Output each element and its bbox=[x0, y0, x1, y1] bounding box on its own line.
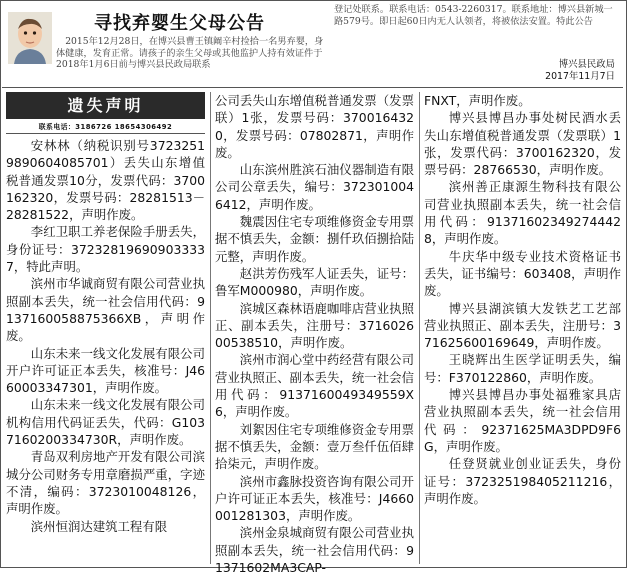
notice-item: 博兴县湖滨镇大发铁艺工艺部营业执照正、副本丢失，注册号：371625600169649，声明作废。 bbox=[424, 300, 621, 351]
notice-item: 牛庆华中级专业技术资格证书丢失，证书编号：603408，声明作废。 bbox=[424, 248, 621, 299]
notice-item: 滨州市润心堂中药经营有限公司营业执照正、副本丢失，统一社会信用代码：9137160049349559X6，声明作废。 bbox=[215, 352, 414, 420]
notice-item: 安林林（纳税识别号372325198906040857​01）丢失山东增值税普通发票10分，发票代码：3700162320，发票号码：28281513－28281522，声明作废。 bbox=[6, 138, 205, 223]
column-1 bbox=[6, 92, 205, 564]
notice-item: 滨州善正康源生物科技有限公司营业执照副本丢失，统一社会信用代码：913716023492744428，声明作废。 bbox=[424, 179, 621, 247]
notice-item: 滨州恒润达建筑工程有限 bbox=[30, 518, 168, 534]
notice-item: 公司丢失山东增值税普通发票（发票联）1张，发票号码：3700164320，发票号码：07802871，声明作废。 bbox=[215, 93, 414, 160]
notice-item: 青岛双利房地产开发有限公司滨城分公司财务专用章磨损严重，字迹不清，编码：3723010048126，声明作废。 bbox=[6, 449, 205, 517]
notice-date: 2017年11月7日 bbox=[545, 71, 615, 82]
notice-item: FNXT，声明作废。 bbox=[424, 93, 531, 108]
notice-item: 博兴县博昌办事处树民酒水丢失山东增值税普通发票（发票联）1张，发票代码：3700162320，发票号码：28766530，声明作废。 bbox=[424, 110, 621, 178]
notice-item: 山东未来一线文化发展有限公司机构信用代码证丢失，代码：G1037160200334730R，声明作废。 bbox=[6, 397, 205, 448]
notice-item: 王晓辉出生医学证明丢失，编号：F370122860，声明作废。 bbox=[424, 352, 621, 385]
baby-icon bbox=[8, 12, 52, 64]
notice-item: 赵洪芳伤残军人证丢失，证号：鲁军M000980，声明作废。 bbox=[215, 265, 414, 299]
notice-item: 滨州金泉城商贸有限公司营业执照副本丢失，统一社会信用代码：91371602MA3CAP- bbox=[215, 525, 414, 576]
notice-item: 博兴县博昌办事处福雅家具店营业执照副本丢失，统一社会信用代码：92371625MA3DPD9F6G，声明作废。 bbox=[424, 387, 621, 454]
notice-item: 刘絮因住宅专项维修资金专用票据不慎丢失，金额：壹万叁仟伍佰肆拾柒元，声明作废。 bbox=[215, 421, 414, 472]
notice-item: 山东未来一线文化发展有限公司开户许可证正本丢失，核准号：J4660003347301，声明作废。 bbox=[6, 345, 205, 396]
section-contact: 联系电话：3186726 18654306492 bbox=[6, 119, 205, 134]
notice-item: 滨州市华诚商贸有限公司营业执照副本丢失，统一社会信用代码：91371600​58875366XB，声明作废。 bbox=[6, 276, 205, 344]
notice-contact-text: 登记处联系。联系电话：0543-2260317。联系地址：博兴县新城一路579号。即日起60日内无人认领者，将被依法安置。特此公告 bbox=[334, 4, 613, 27]
notice-item: 滨城区森林语鹿咖啡店营业执照正、副本丢失，注册号：371602600538510，声明作废。 bbox=[215, 300, 414, 351]
notice-signer: 博兴县民政局 bbox=[558, 59, 615, 70]
notice-item: 滨州市鑫脉投资咨询有限公司开户许可证正本丢失，核准号：J4660001281303，声明作废。 bbox=[215, 473, 414, 524]
notice-list bbox=[6, 137, 205, 535]
column-divider bbox=[419, 92, 420, 564]
notice-item: 任登贤就业创业证丢失，身份证号：372325198405211216，声明作废。 bbox=[424, 456, 621, 506]
notice-item: 魏震因住宅专项维修资金专用票据不慎丢失，金额：捌仟玖佰捌拾陆元整，声明作废。 bbox=[215, 214, 414, 264]
baby-photo bbox=[8, 12, 52, 64]
foundling-notice bbox=[2, 2, 623, 88]
column-divider bbox=[210, 92, 211, 564]
notice-item: 李红卫职工养老保险手册丢失，身份证号：372328196909033337，特此声明。 bbox=[6, 224, 205, 275]
notice-title: 寻找弃婴生父母公告 bbox=[94, 13, 265, 34]
notice-body: 2015年12月28日，在博兴县曹王镇阚辛村捡拾一名男弃婴，身体健康，发育正常。请孩子的亲生父母或其他监护人持有效证件于2018年1月6日前与博兴县民政局联系 bbox=[56, 36, 324, 70]
section-banner: 遗失声明 bbox=[6, 92, 205, 119]
notice-list bbox=[424, 92, 621, 507]
column-3 bbox=[424, 92, 621, 564]
column-2 bbox=[215, 92, 414, 576]
notice-list bbox=[215, 92, 414, 576]
notice-item: 山东滨州胜滨石油仪器制造有限公司公章丢失，编号：3723010046412，声明作废。 bbox=[215, 162, 414, 212]
